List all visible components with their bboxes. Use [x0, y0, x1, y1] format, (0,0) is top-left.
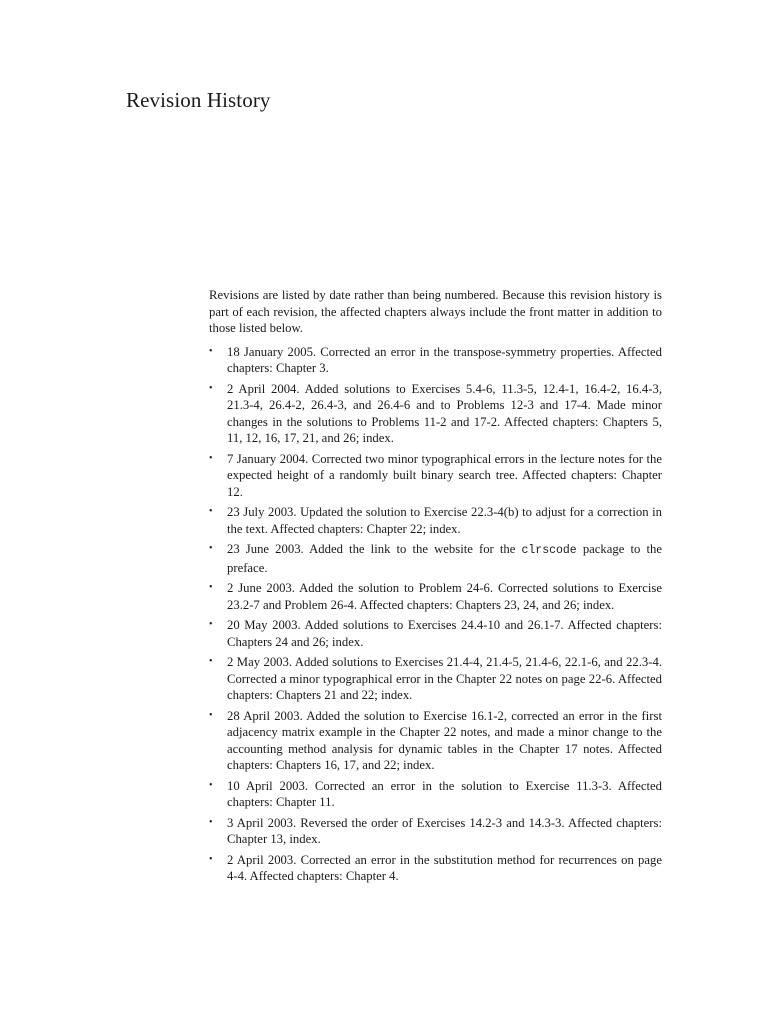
revision-text: 10 April 2003. Corrected an error in the solution to Exercise 11.3-3. Affected chapters: Chapter 11.	[227, 778, 662, 809]
revision-text: 7 January 2004. Corrected two minor typographical errors in the lecture notes for the expected height of a randomly built binary search tree. Affected chapters: Chapter 12.	[227, 451, 662, 499]
bullet: •	[209, 816, 213, 828]
bullet: •	[209, 506, 213, 517]
revision-content	[209, 287, 662, 889]
bullet: •	[209, 582, 213, 593]
bullet: •	[209, 619, 213, 630]
intro-paragraph: Revisions are listed by date rather than being numbered. Because this revision history is part of each revision, the affected chapters always include the front matter in addition to those listed below.	[209, 288, 662, 335]
revision-text: 2 April 2004. Added solutions to Exercises 5.4-6, 11.3-5, 12.4-1, 16.4-2, 16.4-3, 21.3-4, 26.4-2, 26.4-3, and 26.4-6 and to Problems 12-3 and 17-4. Made minor changes in the solutions to Problems 11-2 and 17-2. Affected chapters: Chapters 5, 11, 12, 16, 17, 21, and 26; index.	[227, 381, 662, 445]
revision-item	[209, 778, 662, 811]
bullet: •	[209, 853, 213, 865]
revision-text	[227, 542, 662, 575]
revision-item	[209, 708, 662, 774]
revision-item	[209, 852, 662, 885]
revision-item	[209, 344, 662, 377]
revision-item	[209, 654, 662, 704]
revision-text: 2 May 2003. Added solutions to Exercises 21.4-4, 21.4-5, 21.4-6, 22.1-6, and 22.3-4. Corrected a minor typographical error in the Chapter 22 notes on page 22-6. Affected chapters: Chapters 21 and 22; index.	[227, 655, 662, 702]
bullet: •	[209, 452, 213, 464]
revision-item	[209, 617, 662, 650]
bullet: •	[209, 382, 213, 394]
revision-text: 2 April 2003. Corrected an error in the substitution method for recurrences on page 4-4. Affected chapters: Chapter 4.	[227, 852, 662, 883]
bullet: •	[209, 543, 213, 554]
revision-item	[209, 580, 662, 613]
revision-list	[209, 344, 662, 885]
revision-text: 28 April 2003. Added the solution to Exercise 16.1-2, corrected an error in the first adjacency matrix example in the Chapter 22 notes, and made a minor change to the accounting method analysis for dynamic tables in the Chapter 17 notes. Affected chapters: Chapters 16, 17, and 22; index.	[227, 708, 662, 772]
bullet: •	[209, 656, 213, 667]
page-title: Revision History	[126, 88, 271, 112]
package-name-code: clrscode	[521, 544, 577, 557]
revision-text: 2 June 2003. Added the solution to Problem 24-6. Corrected solutions to Exercise 23.2-7 and Problem 26-4. Affected chapters: Chapters 23, 24, and 26; index.	[227, 581, 662, 612]
bullet: •	[209, 779, 213, 791]
revision-text-before: 23 June 2003. Added the link to the website for the	[227, 542, 522, 556]
revision-item	[209, 381, 662, 447]
revision-text-after: package to the preface.	[227, 542, 662, 575]
revision-item	[209, 504, 662, 537]
revision-text: 18 January 2005. Corrected an error in the transpose-symmetry properties. Affected chapters: Chapter 3.	[227, 344, 662, 375]
revision-item	[209, 541, 662, 576]
bullet: •	[209, 709, 213, 721]
revision-text: 3 April 2003. Reversed the order of Exercises 14.2-3 and 14.3-3. Affected chapters: Chapter 13, index.	[227, 815, 662, 846]
revision-text: 20 May 2003. Added solutions to Exercises 24.4-10 and 26.1-7. Affected chapters: Chapters 24 and 26; index.	[227, 618, 662, 649]
bullet: •	[209, 345, 213, 357]
revision-text: 23 July 2003. Updated the solution to Exercise 22.3-4(b) to adjust for a correction in the text. Affected chapters: Chapter 22; index.	[227, 505, 662, 536]
revision-item	[209, 815, 662, 848]
revision-item	[209, 451, 662, 501]
